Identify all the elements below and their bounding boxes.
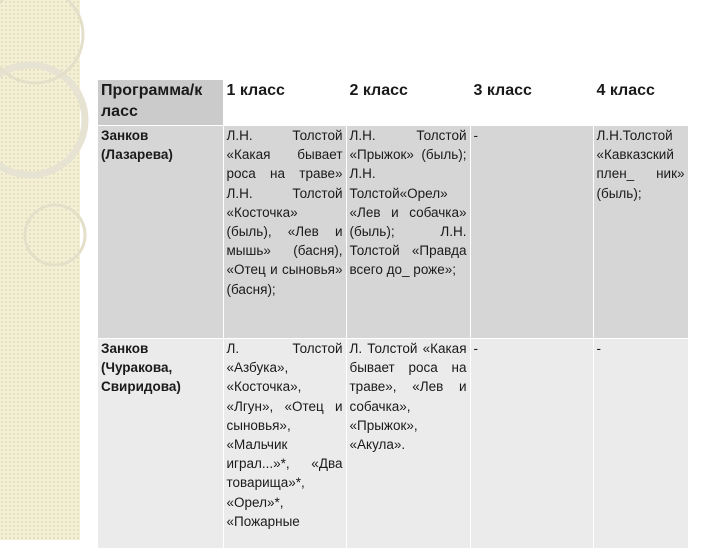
cell-grade-1: Л.Н. Толстой «Какая бывает роса на траве» Л.Н. Толстой «Косточка» (быль), «Лев и мышь» (басня), «Отец и сыновья» (басня); — [223, 126, 346, 339]
table-header-row — [98, 80, 688, 126]
table-row — [98, 339, 688, 549]
table-row — [98, 126, 688, 339]
literature-table — [98, 80, 689, 549]
header-grade-3: 3 класс — [470, 80, 593, 126]
cell-grade-3: - — [470, 126, 593, 339]
cell-grade-4: Л.Н.Толстой «Кавказский плен_ ник» (быль); — [593, 126, 688, 339]
cell-grade-3: - — [470, 339, 593, 549]
header-grade-2: 2 класс — [346, 80, 470, 126]
cell-grade-1: Л. Толстой «Азбука», «Косточка», «Лгун», «Отец и сыновья», «Мальчик играл...»*, «Два товарища»*, «Орел»*, «Пожарные — [223, 339, 346, 549]
header-grade-4: 4 класс — [593, 80, 688, 126]
cell-grade-2: Л. Толстой «Какая бывает роса на траве», «Лев и собачка», «Прыжок», «Акула». — [346, 339, 470, 549]
cell-program: Занков (Лазарева) — [98, 126, 223, 339]
cell-program: Занков (Чуракова, Свиридова) — [98, 339, 223, 549]
header-program: Программа/к ласс — [98, 80, 223, 126]
cell-grade-2: Л.Н. Толстой «Прыжок» (быль); Л.Н. Толстой«Орел» «Лев и собачка» (быль); Л.Н. Толстой «Правда всего до_ роже»; — [346, 126, 470, 339]
header-grade-1: 1 класс — [223, 80, 346, 126]
cell-grade-4: - — [593, 339, 688, 549]
